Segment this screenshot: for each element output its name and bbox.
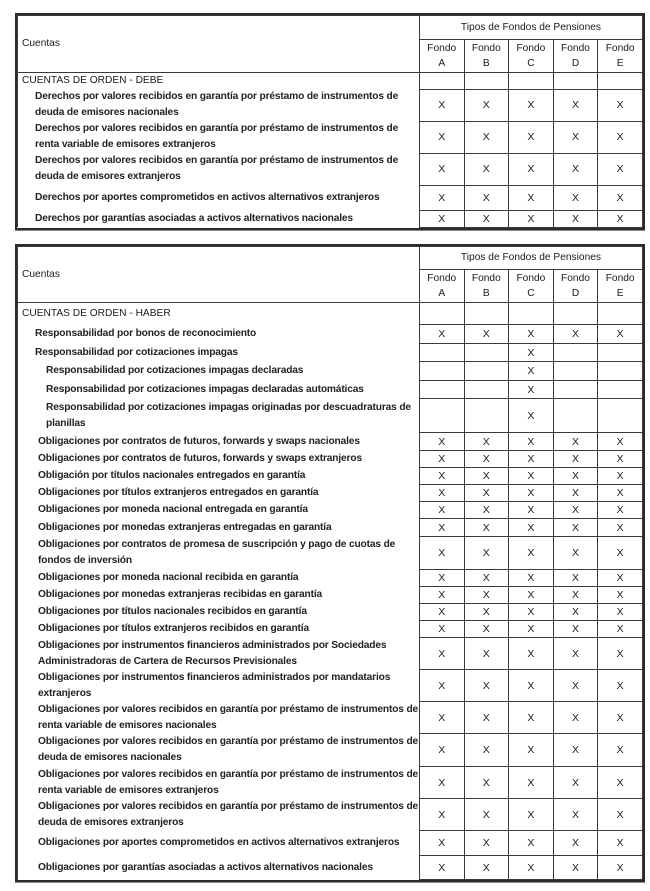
section-title: CUENTAS DE ORDEN - DEBE xyxy=(18,73,420,90)
mark-fondo-b: X xyxy=(464,587,509,604)
mark-fondo-c: X xyxy=(509,537,554,570)
mark-fondo-e xyxy=(598,381,643,399)
mark-fondo-b: X xyxy=(464,121,509,153)
mark-fondo-c: X xyxy=(509,399,554,433)
account-label: Obligaciones por monedas extranjeras entregadas en garantía xyxy=(18,519,420,537)
mark-fondo-a xyxy=(419,344,464,362)
header-fondo-d: Fondo D xyxy=(553,40,598,73)
mark-fondo-d: X xyxy=(553,153,598,185)
mark-fondo-a: X xyxy=(419,587,464,604)
account-label: Responsabilidad por cotizaciones impagas declaradas xyxy=(18,362,420,381)
mark-fondo-d: X xyxy=(553,831,598,856)
account-label: Obligaciones por instrumentos financieros administrados por Sociedades Administradoras de Cartera de Recursos Previsionales xyxy=(18,638,420,670)
header-cuentas: Cuentas xyxy=(18,16,420,73)
header-fondo-a: Fondo A xyxy=(419,40,464,73)
mark-fondo-c: X xyxy=(509,153,554,185)
mark-fondo-a xyxy=(419,381,464,399)
header-fondo-c: Fondo C xyxy=(509,40,554,73)
cuentas-de-orden-debe-table xyxy=(15,13,645,230)
table-row xyxy=(18,362,643,381)
mark-fondo-c: X xyxy=(509,381,554,399)
account-label: Obligaciones por garantías asociadas a activos alternativos nacionales xyxy=(18,856,420,880)
mark-fondo-d xyxy=(553,399,598,433)
table-row xyxy=(18,468,643,485)
table-row xyxy=(18,344,643,362)
mark-fondo-e: X xyxy=(598,831,643,856)
mark-fondo-d: X xyxy=(553,185,598,210)
mark-fondo-e: X xyxy=(598,734,643,767)
mark-fondo-e: X xyxy=(598,519,643,537)
account-label: Derechos por valores recibidos en garantía por préstamo de instrumentos de renta variable de emisores extranjeros xyxy=(18,121,420,153)
mark-fondo-d: X xyxy=(553,519,598,537)
mark-fondo-a: X xyxy=(419,519,464,537)
mark-fondo-b: X xyxy=(464,89,509,121)
mark-fondo-e xyxy=(598,362,643,381)
mark-fondo-a: X xyxy=(419,185,464,210)
mark-fondo-e: X xyxy=(598,587,643,604)
mark-fondo-c: X xyxy=(509,519,554,537)
account-label: Responsabilidad por bonos de reconocimiento xyxy=(18,325,420,344)
table-row xyxy=(18,767,643,799)
mark-fondo-e xyxy=(598,399,643,433)
section-row xyxy=(18,73,643,90)
mark-fondo-d: X xyxy=(553,121,598,153)
mark-fondo-a: X xyxy=(419,433,464,451)
table-row xyxy=(18,451,643,468)
mark-fondo-c: X xyxy=(509,570,554,587)
mark-fondo-c: X xyxy=(509,185,554,210)
mark-fondo-b xyxy=(464,344,509,362)
account-label: Obligaciones por aportes comprometidos en activos alternativos extranjeros xyxy=(18,831,420,856)
mark-fondo-c: X xyxy=(509,451,554,468)
mark-fondo-b: X xyxy=(464,210,509,227)
mark-fondo-d: X xyxy=(553,325,598,344)
mark-fondo-c: X xyxy=(509,121,554,153)
mark-fondo-c: X xyxy=(509,502,554,519)
table-row xyxy=(18,325,643,344)
header-cuentas: Cuentas xyxy=(18,247,420,303)
table-row xyxy=(18,621,643,638)
mark-fondo-c: X xyxy=(509,344,554,362)
mark-fondo-a: X xyxy=(419,121,464,153)
header-fondo-c: Fondo C xyxy=(509,270,554,303)
mark-fondo-b xyxy=(464,399,509,433)
mark-fondo-b: X xyxy=(464,519,509,537)
table-row xyxy=(18,185,643,210)
account-label: Obligaciones por contratos de futuros, forwards y swaps nacionales xyxy=(18,433,420,451)
mark-fondo-e: X xyxy=(598,210,643,227)
mark-fondo-b: X xyxy=(464,604,509,621)
mark-fondo-c: X xyxy=(509,210,554,227)
mark-fondo-c: X xyxy=(509,89,554,121)
mark-fondo-b: X xyxy=(464,702,509,734)
mark-fondo-b: X xyxy=(464,799,509,831)
table-row xyxy=(18,587,643,604)
mark-fondo-d: X xyxy=(553,799,598,831)
account-label: Derechos por valores recibidos en garantía por préstamo de instrumentos de deuda de emisores nacionales xyxy=(18,89,420,121)
mark-fondo-e: X xyxy=(598,121,643,153)
mark-fondo-e: X xyxy=(598,468,643,485)
account-label: Obligaciones por valores recibidos en garantía por préstamo de instrumentos de deuda de emisores nacionales xyxy=(18,734,420,767)
account-label: Obligaciones por valores recibidos en garantía por préstamo de instrumentos de renta variable de emisores extranjeros xyxy=(18,767,420,799)
mark-fondo-a: X xyxy=(419,670,464,702)
mark-fondo-b: X xyxy=(464,537,509,570)
mark-fondo-e: X xyxy=(598,638,643,670)
mark-fondo-c: X xyxy=(509,856,554,880)
mark-fondo-a: X xyxy=(419,325,464,344)
mark-fondo-d: X xyxy=(553,468,598,485)
mark-fondo-d: X xyxy=(553,604,598,621)
mark-fondo-b: X xyxy=(464,767,509,799)
mark-fondo-b: X xyxy=(464,621,509,638)
mark-fondo-d: X xyxy=(553,502,598,519)
table-row xyxy=(18,831,643,856)
mark-fondo-b: X xyxy=(464,734,509,767)
mark-fondo-a: X xyxy=(419,604,464,621)
mark-fondo-c: X xyxy=(509,670,554,702)
header-fondo-d: Fondo D xyxy=(553,270,598,303)
mark-fondo-d: X xyxy=(553,587,598,604)
mark-fondo-d: X xyxy=(553,856,598,880)
mark-fondo-a: X xyxy=(419,638,464,670)
mark-fondo-d: X xyxy=(553,638,598,670)
cuentas-de-orden-haber-table xyxy=(15,244,645,882)
mark-fondo-b: X xyxy=(464,570,509,587)
header-fondo-a: Fondo A xyxy=(419,270,464,303)
mark-fondo-d: X xyxy=(553,537,598,570)
header-fondo-e: Fondo E xyxy=(598,270,643,303)
mark-fondo-b: X xyxy=(464,433,509,451)
mark-fondo-b: X xyxy=(464,325,509,344)
mark-fondo-d: X xyxy=(553,570,598,587)
account-label: Derechos por valores recibidos en garantía por préstamo de instrumentos de deuda de emisores extranjeros xyxy=(18,153,420,185)
mark-fondo-a: X xyxy=(419,702,464,734)
mark-fondo-a xyxy=(419,362,464,381)
mark-fondo-d: X xyxy=(553,734,598,767)
section-title: CUENTAS DE ORDEN - HABER xyxy=(18,303,420,325)
mark-fondo-d: X xyxy=(553,451,598,468)
account-label: Derechos por aportes comprometidos en activos alternativos extranjeros xyxy=(18,185,420,210)
mark-fondo-b xyxy=(464,362,509,381)
table-row xyxy=(18,381,643,399)
mark-fondo-b: X xyxy=(464,451,509,468)
mark-fondo-d: X xyxy=(553,702,598,734)
header-tipos-fondos: Tipos de Fondos de Pensiones xyxy=(419,247,642,270)
table-row xyxy=(18,519,643,537)
mark-fondo-b: X xyxy=(464,670,509,702)
section-row xyxy=(18,303,643,325)
mark-fondo-e: X xyxy=(598,502,643,519)
table-row xyxy=(18,433,643,451)
account-label: Obligaciones por títulos extranjeros entregados en garantía xyxy=(18,485,420,502)
mark-fondo-a: X xyxy=(419,502,464,519)
mark-fondo-c: X xyxy=(509,604,554,621)
account-label: Obligaciones por contratos de futuros, forwards y swaps extranjeros xyxy=(18,451,420,468)
table-row xyxy=(18,153,643,185)
account-label: Obligaciones por títulos nacionales recibidos en garantía xyxy=(18,604,420,621)
mark-fondo-e: X xyxy=(598,799,643,831)
mark-fondo-d: X xyxy=(553,433,598,451)
mark-fondo-a: X xyxy=(419,153,464,185)
header-tipos-fondos: Tipos de Fondos de Pensiones xyxy=(419,16,642,40)
mark-fondo-d: X xyxy=(553,670,598,702)
mark-fondo-a: X xyxy=(419,799,464,831)
mark-fondo-e: X xyxy=(598,451,643,468)
account-label: Obligaciones por moneda nacional recibida en garantía xyxy=(18,570,420,587)
account-label: Obligación por títulos nacionales entregados en garantía xyxy=(18,468,420,485)
mark-fondo-e: X xyxy=(598,621,643,638)
table-row xyxy=(18,485,643,502)
mark-fondo-e: X xyxy=(598,570,643,587)
mark-fondo-b: X xyxy=(464,638,509,670)
mark-fondo-d: X xyxy=(553,210,598,227)
mark-fondo-c: X xyxy=(509,468,554,485)
account-label: Obligaciones por instrumentos financieros administrados por mandatarios extranjeros xyxy=(18,670,420,702)
mark-fondo-c: X xyxy=(509,767,554,799)
header-fondo-b: Fondo B xyxy=(464,40,509,73)
mark-fondo-a: X xyxy=(419,734,464,767)
mark-fondo-e: X xyxy=(598,185,643,210)
account-label: Responsabilidad por cotizaciones impagas originadas por descuadraturas de planillas xyxy=(18,399,420,433)
account-label: Obligaciones por contratos de promesa de suscripción y pago de cuotas de fondos de inversión xyxy=(18,537,420,570)
mark-fondo-c: X xyxy=(509,702,554,734)
mark-fondo-e: X xyxy=(598,604,643,621)
mark-fondo-a: X xyxy=(419,570,464,587)
mark-fondo-c: X xyxy=(509,485,554,502)
account-label: Obligaciones por monedas extranjeras recibidas en garantía xyxy=(18,587,420,604)
mark-fondo-b xyxy=(464,381,509,399)
mark-fondo-e: X xyxy=(598,433,643,451)
account-label: Obligaciones por moneda nacional entregada en garantía xyxy=(18,502,420,519)
table-row xyxy=(18,210,643,227)
table-row xyxy=(18,570,643,587)
mark-fondo-a: X xyxy=(419,537,464,570)
mark-fondo-d: X xyxy=(553,485,598,502)
mark-fondo-c: X xyxy=(509,325,554,344)
table-row xyxy=(18,537,643,570)
table-row xyxy=(18,502,643,519)
table-row xyxy=(18,670,643,702)
mark-fondo-e: X xyxy=(598,485,643,502)
mark-fondo-e: X xyxy=(598,702,643,734)
mark-fondo-e xyxy=(598,344,643,362)
table-row xyxy=(18,638,643,670)
table-row xyxy=(18,89,643,121)
mark-fondo-a: X xyxy=(419,767,464,799)
mark-fondo-d xyxy=(553,362,598,381)
mark-fondo-b: X xyxy=(464,502,509,519)
table-row xyxy=(18,734,643,767)
mark-fondo-c: X xyxy=(509,587,554,604)
mark-fondo-c: X xyxy=(509,831,554,856)
mark-fondo-d xyxy=(553,381,598,399)
table-row xyxy=(18,604,643,621)
table-row xyxy=(18,799,643,831)
mark-fondo-a: X xyxy=(419,485,464,502)
mark-fondo-a: X xyxy=(419,831,464,856)
account-label: Obligaciones por valores recibidos en garantía por préstamo de instrumentos de deuda de emisores extranjeros xyxy=(18,799,420,831)
table-row xyxy=(18,856,643,880)
mark-fondo-c: X xyxy=(509,433,554,451)
mark-fondo-e: X xyxy=(598,325,643,344)
mark-fondo-a: X xyxy=(419,856,464,880)
mark-fondo-a: X xyxy=(419,451,464,468)
account-label: Obligaciones por valores recibidos en garantía por préstamo de instrumentos de renta variable de emisores nacionales xyxy=(18,702,420,734)
mark-fondo-e: X xyxy=(598,856,643,880)
mark-fondo-a xyxy=(419,399,464,433)
mark-fondo-e: X xyxy=(598,670,643,702)
mark-fondo-a: X xyxy=(419,210,464,227)
mark-fondo-a: X xyxy=(419,468,464,485)
table-row xyxy=(18,399,643,433)
header-fondo-b: Fondo B xyxy=(464,270,509,303)
mark-fondo-c: X xyxy=(509,638,554,670)
header-fondo-e: Fondo E xyxy=(598,40,643,73)
account-label: Derechos por garantías asociadas a activos alternativos nacionales xyxy=(18,210,420,227)
account-label: Obligaciones por títulos extranjeros recibidos en garantía xyxy=(18,621,420,638)
mark-fondo-b: X xyxy=(464,185,509,210)
mark-fondo-d: X xyxy=(553,89,598,121)
mark-fondo-b: X xyxy=(464,485,509,502)
mark-fondo-c: X xyxy=(509,734,554,767)
mark-fondo-d xyxy=(553,344,598,362)
mark-fondo-c: X xyxy=(509,362,554,381)
table-row xyxy=(18,121,643,153)
mark-fondo-e: X xyxy=(598,537,643,570)
mark-fondo-c: X xyxy=(509,621,554,638)
mark-fondo-e: X xyxy=(598,153,643,185)
mark-fondo-e: X xyxy=(598,767,643,799)
mark-fondo-b: X xyxy=(464,856,509,880)
mark-fondo-b: X xyxy=(464,831,509,856)
mark-fondo-c: X xyxy=(509,799,554,831)
mark-fondo-d: X xyxy=(553,767,598,799)
table-row xyxy=(18,702,643,734)
mark-fondo-a: X xyxy=(419,89,464,121)
mark-fondo-a: X xyxy=(419,621,464,638)
mark-fondo-d: X xyxy=(553,621,598,638)
mark-fondo-e: X xyxy=(598,89,643,121)
mark-fondo-b: X xyxy=(464,153,509,185)
account-label: Responsabilidad por cotizaciones impagas declaradas automáticas xyxy=(18,381,420,399)
account-label: Responsabilidad por cotizaciones impagas xyxy=(18,344,420,362)
mark-fondo-b: X xyxy=(464,468,509,485)
